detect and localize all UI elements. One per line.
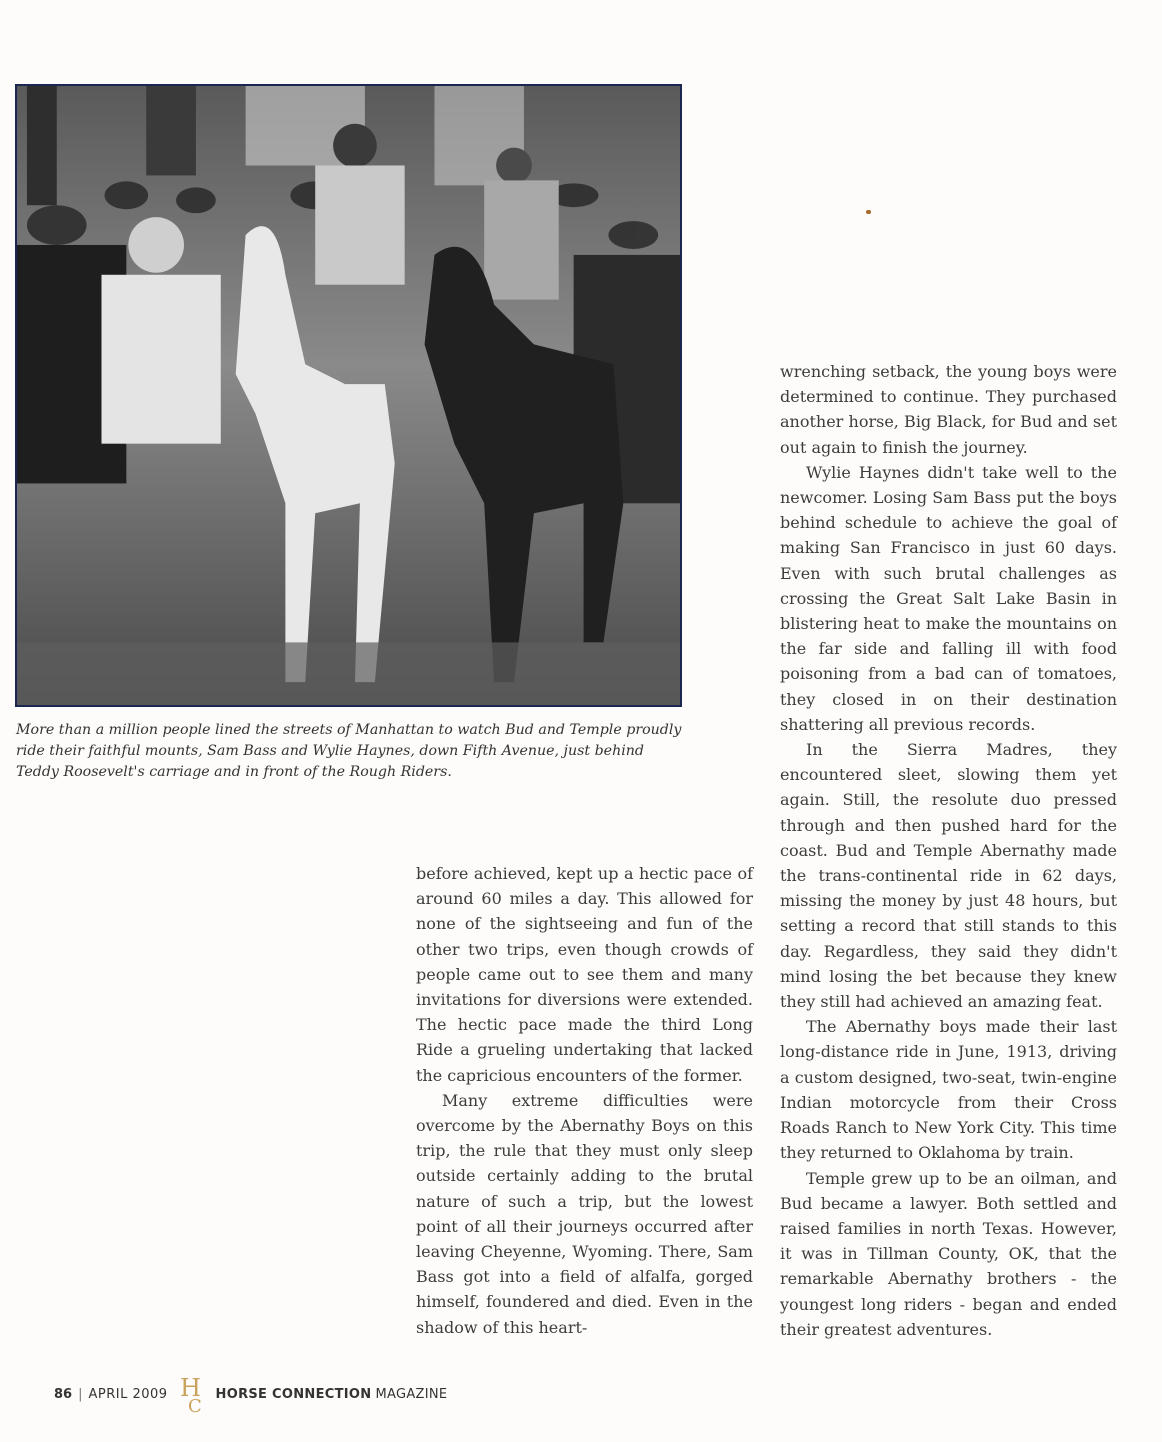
paragraph: Many extreme difficulties were overcome by the Abernathy Boys on this trip, the rule that they must only sleep outside certainly adding to the brutal nature of such a trip, but the lowest point of all their journeys occurred after leaving Cheyenne, Wyoming. There, Sam Bass got into a field of alfalfa, gorged himself, foundered and died. Even in the shadow of this heart- [416,1090,753,1337]
article-column-right [780,359,1117,1342]
paragraph: In the Sierra Madres, they encountered sleet, slowing them yet again. Still, the resolute duo pressed through and then pushed hard for the coast. Bud and Temple Abernathy made the trans-continental ride in 62 days, missing the money by just 48 hours, but setting a record that still stands to this day. Regardless, they said they didn't mind losing the bet because they knew they still had achieved an amazing feat. [780,740,1117,1012]
magazine-name: HORSE CONNECTION [215,1386,372,1402]
magazine-logo-icon [178,1374,210,1414]
paragraph: before achieved, kept up a hectic pace of around 60 miles a day. This allowed for none of the sightseeing and fun of the other two trips, even though crowds of people came out to see them and many invitations for diversions were extended. The hectic pace made the third Long Ride a grueling undertaking that lacked the capricious encounters of the former. [416,864,753,1085]
paragraph: Wylie Haynes didn't take well to the newcomer. Losing Sam Bass put the boys behind schedule to achieve the goal of making San Francisco in just 60 days. Even with such brutal challenges as crossing the Great Salt Lake Basin in blistering heat to make the mountains on the far side and falling ill with food poisoning from a bad can of tomatoes, they closed in on their destination shattering all previous records. [780,462,1117,734]
photo-caption: More than a million people lined the streets of Manhattan to watch Bud and Temple proudly ride their faithful mounts, Sam Bass and Wylie Haynes, down Fifth Avenue, just behind Teddy Roosevelt's carriage and in front of the Rough Riders. [16,722,682,780]
page-number: 86 [54,1386,73,1402]
magazine-suffix: MAGAZINE [375,1386,448,1402]
issue-date: APRIL 2009 [88,1386,168,1402]
footer-separator: | [78,1386,83,1402]
historical-photo [15,84,682,707]
parade-photo-illustration [17,86,680,705]
paragraph: wrenching setback, the young boys were determined to continue. They purchased another horse, Big Black, for Bud and set out again to finish the journey. [780,362,1117,457]
paragraph: Temple grew up to be an oilman, and Bud became a lawyer. Both settled and raised families in north Texas. However, it was in Tillman County, OK, that the remarkable Abernathy brothers - the youngest long riders - began and ended their greatest adventures. [780,1168,1117,1339]
page-footer [54,1374,448,1414]
print-speck [866,210,871,214]
svg-text:H: H [179,1374,201,1402]
svg-text:C: C [187,1396,202,1414]
article-column-middle [416,861,753,1340]
paragraph: The Abernathy boys made their last long-distance ride in June, 1913, driving a custom designed, two-seat, twin-engine Indian motorcycle from their Cross Roads Ranch to New York City. This time they returned to Oklahoma by train. [780,1017,1117,1163]
